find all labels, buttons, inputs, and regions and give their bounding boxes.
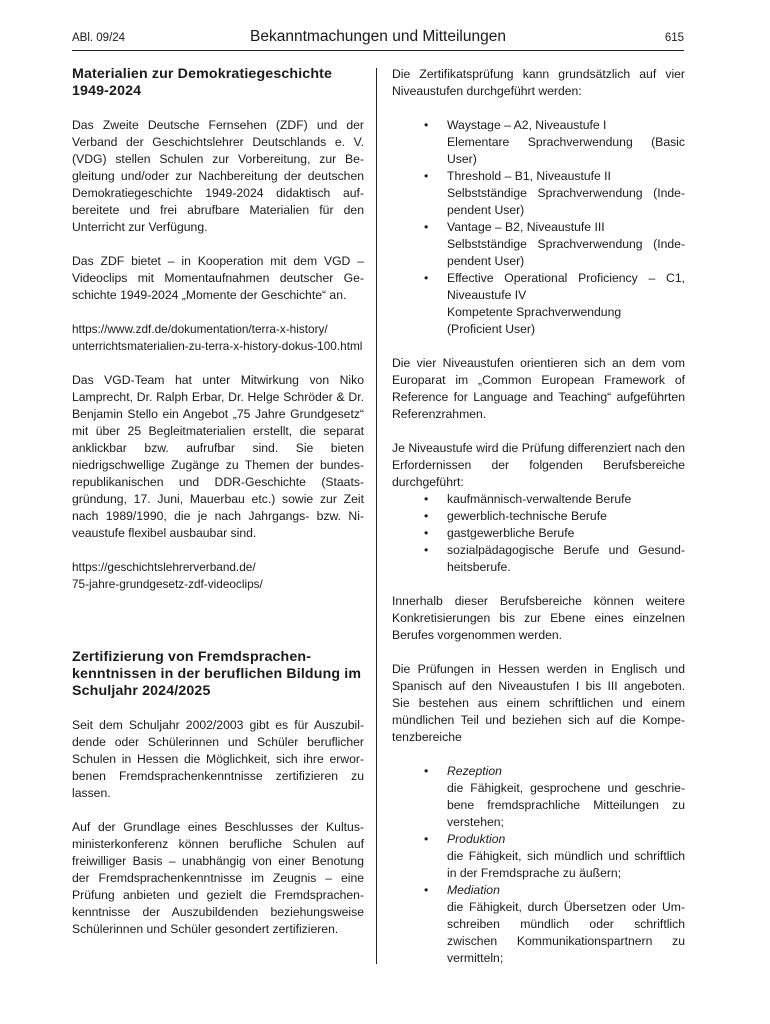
paragraph: Innerhalb dieser Berufsbereiche können weitere Konkretisierungen bis zur Ebene eines einzelnen Berufes vorgenommen werden. [392,594,685,642]
paragraph: Die Prüfungen in Hessen werden in Englisch und Spanisch auf den Niveaustufen I bis III angeboten. Sie bestehen aus einem schriftlichen und einem mündlichen Teil und beziehen sich auf die Kompetenzbereiche [392,662,685,744]
list-item: • Rezeption die Fähigkeit, gesprochene und geschriebene fremdsprachliche Mitteilungen zu verstehen; [392,763,685,831]
link-zdf[interactable] [72,321,364,355]
list-item: • gewerblich-technische Berufe [392,508,685,525]
list-item: • Vantage – B2, Niveaustufe III Selbstständige Sprachverwendung (Independent User) [392,219,685,270]
right-column [392,66,685,967]
link-line: 75-jahre-grundgesetz-zdf-videoclips/ [72,577,263,591]
link-line: https://geschichtslehrerverband.de/ [72,560,256,574]
list-item: • Threshold – B1, Niveaustufe II Selbstständige Sprachverwendung (Independent User) [392,168,685,219]
competence-list [392,763,685,967]
left-column [72,66,364,938]
paragraph: Die Zertifikatsprüfung kann grundsätzlich auf vier Niveaustufen durchgeführt werden: [392,67,685,98]
field-list [392,491,685,576]
section-title-fremdsprachen: Zertifizierung von Fremdsprachenkenntnissen in der beruflichen Bildung im Schuljahr 2024/2025 [72,649,362,699]
page-number: 615 [664,32,684,44]
page-header [72,28,684,51]
list-item: • kaufmännisch-verwaltende Berufe [392,491,685,508]
paragraph: Das ZDF bietet – in Kooperation mit dem VGD – Videoclips mit Momentaufnahmen deutscher Geschichte 1949-2024 „Momente der Geschichte“ an. [72,254,364,302]
link-vgd[interactable] [72,559,364,593]
link-line: https://www.zdf.de/dokumentation/terra-x-history/ [72,322,328,336]
paragraph: Seit dem Schuljahr 2002/2003 gibt es für Auszubildende oder Schülerinnen und Schüler beruflicher Schulen in Hessen die Möglichkeit, sich ihre erworbenen Fremdsprachenkenntnisse zertifizieren zu lassen. [72,718,364,800]
paragraph: Die vier Niveaustufen orientieren sich an dem vom Europarat im „Common European Framework of Reference for Language and Teaching“ aufgeführten Referenzrahmen. [392,356,685,421]
list-item: • Effective Operational Proficiency – C1, Niveaustufe IV Kompetente Sprachverwendung (Proficient User) [392,270,685,338]
level-list [392,117,685,338]
section-title-demokratiegeschichte: Materialien zur Demokratiegeschichte 1949-2024 [72,66,333,99]
column-divider [376,68,377,964]
issue-label: ABl. 09/24 [72,32,126,44]
list-item: • Mediation die Fähigkeit, durch Übersetzen oder Umschreiben mündlich oder schriftlich zwischen Kommunikationspartnern zu vermitteln; [392,882,685,967]
paragraph: Je Niveaustufe wird die Prüfung differenziert nach den Erfordernissen der folgenden Berufsbereiche durchgeführt: [392,441,685,489]
link-line: unterrichtsmaterialien-zu-terra-x-history-dokus-100.html [72,339,363,353]
list-item: • Waystage – A2, Niveaustufe I Elementare Sprachverwendung (Basic User) [392,117,685,168]
header-title: Bekanntmachungen und Mitteilungen [250,28,506,45]
paragraph: Auf der Grundlage eines Beschlusses der Kultusministerkonferenz können berufliche Schulen auf freiwilliger Basis – unabhängig von einer Benotung der Fremdsprachenkenntnisse im Zeugnis – eine Prüfung anbieten und gezielt die Fremdsprachenkenntnisse der Auszubildenden beziehungsweise Schülerinnen und Schüler gesondert zertifizieren. [72,820,364,936]
list-item: • gastgewerbliche Berufe [392,525,685,542]
list-item: • sozialpädagogische Berufe und Gesundheitsberufe. [392,542,685,576]
paragraph: Das Zweite Deutsche Fernsehen (ZDF) und der Verband der Geschichtslehrer Deutschlands e. V. (VDG) stellen Schulen zur Vorbereitung, zur Begleitung und/oder zur Nachbereitung der deutschen Demokratiegeschichte 1949-2024 didaktisch aufbereitete und frei abrufbare Materialien für den Unterricht zur Verfügung. [72,118,364,234]
paragraph: Das VGD-Team hat unter Mitwirkung von Niko Lamprecht, Dr. Ralph Erbar, Dr. Helge Schröder & Dr. Benjamin Stello ein Angebot „75 Jahre Grundgesetz“ mit über 25 Begleitmaterialien erstellt, die separat anklickbar bzw. aufrufbar sind. Sie bieten niedrigschwellige Zugänge zu Themen der bundesrepublikanischen und DDR-Geschichte (Staatsgründung, 17. Juni, Mauerbau etc.) sowie zur Zeit nach 1989/1990, die je nach Jahrgangs- bzw. Niveaustufe flexibel ausbaubar sind. [72,373,364,540]
list-item: • Produktion die Fähigkeit, sich mündlich und schriftlich in der Fremdsprache zu äußern; [392,831,685,882]
